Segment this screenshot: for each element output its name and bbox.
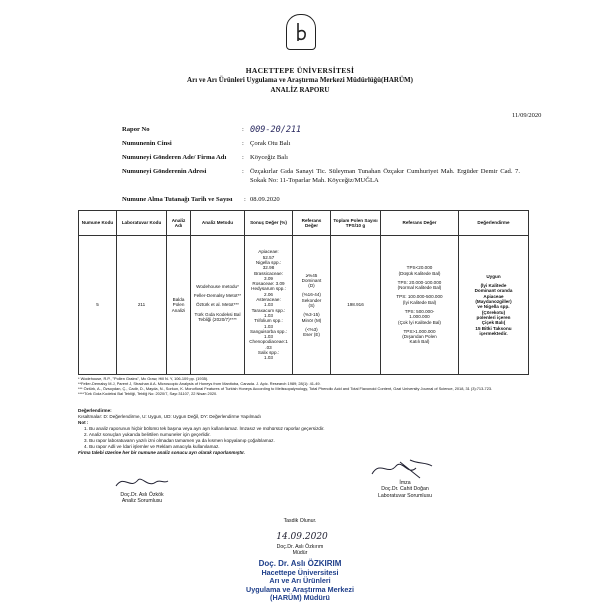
- result-line: Asteraceae:: [256, 297, 281, 303]
- director-block: [250, 544, 350, 557]
- evaluation-title: Değerlendirme:: [78, 408, 112, 413]
- stamp-line: Uygulama ve Araştırma Merkezi: [246, 584, 354, 594]
- reference-line: (%16-44): [302, 292, 321, 298]
- stamp-line: Doç. Dr. Aslı ÖZKIRIM: [258, 559, 342, 568]
- stamp-line: (HARÜM) Müdürü: [270, 593, 330, 602]
- reference-line: TPS: 20.000-100.000: [397, 279, 442, 285]
- result-line: Sanguisorba spp.:: [249, 328, 288, 334]
- table-row: [79, 236, 529, 375]
- result-line: Brassicaceae:: [254, 270, 283, 276]
- signatory-role: Laboratuvar Sorumlusu: [378, 492, 432, 499]
- center-name: Arı ve Arı Ürünleri Uygulama ve Araştırma Merkezi Müdürlüğü(HARÜM): [187, 76, 413, 84]
- meta-label: Rapor No: [122, 126, 150, 133]
- result-line: 1.03: [264, 323, 273, 329]
- imza-label: İmza: [399, 480, 411, 486]
- table-header: Değerlendirme: [459, 211, 529, 236]
- result-line: 1.03: [264, 334, 273, 340]
- result-line: Hedysarum spp.:: [251, 286, 286, 292]
- note-item: 4. Bu rapor Adli ve İdari işlemler ve Reklam amacıyla kullanılamaz.: [84, 444, 220, 449]
- reference-line: (Çok İyi Kalitede Bal): [398, 319, 441, 325]
- reference-line: (%3-15): [303, 312, 320, 318]
- table-header: Sonuç Değer (%): [245, 211, 293, 236]
- meta-label: Numune Alma Tutanağı Tarih ve Sayısı: [122, 196, 233, 203]
- meta-sample-type: Numunenin Cinsi : Çorak Otu Balı: [122, 140, 520, 149]
- reference-line: (İyi Kalitede Bal): [402, 299, 437, 305]
- cell-evaluation: [459, 236, 529, 375]
- result-line: 32.98: [262, 265, 275, 271]
- result-line: 3.09: [264, 275, 273, 281]
- meta-value: Özçakırlar Gıda Sanayi Tic. Süleyman Tunahan Özçakır Cumhuriyet Mah. Ergüder Demir Cad. 7. Sokak No: 11-Toparlar Mah. Köyceğiz/MUĞLA: [250, 168, 520, 184]
- results-table: [78, 210, 529, 375]
- analysis-line: Polen: [172, 302, 185, 308]
- table-header: Analiz Metodu: [191, 211, 245, 236]
- evaluation-line: (İyi Kalitede: [480, 283, 507, 289]
- reference-line: (D): [308, 283, 315, 289]
- signatory-role: Analiz Sorumlusu: [121, 498, 163, 505]
- result-line: 52.57: [262, 254, 275, 260]
- result-line: Trifolium spp.:: [254, 318, 283, 324]
- cell-result: [245, 236, 293, 375]
- evaluation-line: ve Nigella spp.: [477, 304, 510, 310]
- analysis-line: Balda: [172, 297, 185, 303]
- report-title: ANALİZ RAPORU: [270, 86, 330, 94]
- cell-method: [191, 236, 245, 375]
- firm-note: Firma talebi üzerine her bir numune analiz sonucu ayrı olarak raporlanmıştır.: [78, 450, 245, 455]
- note-item: 2. Analiz sonuçları yukarıda belirtilen numuneler için geçerlidir.: [84, 432, 211, 437]
- reference-line: (Normal Kalitede Bal): [397, 285, 442, 291]
- cell-reference-2: [381, 236, 459, 375]
- result-line: Nigella spp.:: [255, 259, 282, 265]
- evaluation-line: Apiaceae: [483, 293, 504, 299]
- reference-line: (Dışarıdan Polen: [402, 334, 437, 340]
- note-item: 1. Bu analiz raporunun hiçbir bölümü tek başına veya ayrı ayrı kullanılamaz. İmzasız ve mühürsüz raporlar geçersizdir.: [84, 426, 325, 431]
- meta-sender-address: Numuneyi Gönderenin Adresi : Özçakırlar Gıda Sanayi Tic. Süleyman Tunahan Özçakır Cumhuriyet Mah. Ergüder Demir Cad. 7. Sokak No: 11-Toparlar Mah. Köyceğiz/MUĞLA: [122, 168, 520, 184]
- reference-line: Dominant: [301, 277, 322, 283]
- reference-line: (S): [308, 303, 315, 308]
- method-line: Türk Gıda Kodeksi Bal Tebliği (2020/7)****: [194, 311, 241, 322]
- abbreviations: Kısaltmalar: D: Değerlendirme, U: Uygun, UD: Uygun Değil, DY: Değerlendirme Yapılmadı: [78, 414, 261, 419]
- university-logo: [286, 14, 316, 50]
- stamp-line: Arı ve Arı Ürünleri: [269, 576, 331, 585]
- official-stamp: [225, 560, 375, 603]
- meta-value: Köyceğiz Balı: [250, 154, 288, 161]
- evaluation-line: (Çörekotu): [481, 309, 506, 315]
- left-signature-mark: [112, 472, 172, 492]
- footnote: **Feller-Demalsy M.J, Parent J, Strachan A A. Microscopic Analysis of Honeys from Manitoba, Canada. J. Apic. Research 1989; 28(1): 41-49.: [78, 381, 321, 386]
- table-header: Numune Kodu: [79, 211, 117, 236]
- result-line: Chenopodiaceae:1: [249, 339, 288, 345]
- reference-line: Katılı Bal): [409, 339, 430, 345]
- university-name: HACETTEPE ÜNİVERSİTESİ: [245, 66, 355, 75]
- footnotes: [78, 376, 528, 396]
- footnote: ****Türk Gıda Kodeksi Bal Tebliği, Tebliğ No: 2020/7, Sayı:31107, 22 Nisan 2020.: [78, 391, 218, 396]
- reference-line: TPS>1.000.000: [403, 328, 436, 334]
- reference-line: (<%3): [305, 326, 318, 332]
- result-line: 2.06: [264, 291, 273, 297]
- analysis-line: Analizi: [171, 307, 186, 313]
- signatory-name: Doç.Dr. Aslı Özkök: [120, 492, 164, 498]
- left-signature-block: [92, 492, 192, 505]
- approval-date: 14.09.2020: [276, 532, 328, 542]
- method-line: Feller-Demalsy Metot**: [193, 293, 242, 299]
- evaluation-line: Uygun: [486, 273, 501, 279]
- footnote: * Wodehouse, R.P., "Pollen Grains", Mc Graw, Hill N. Y, 106-109 pp. (1935).: [78, 376, 209, 381]
- reference-line: (Düşük Kalitede Bal): [398, 270, 441, 276]
- result-line: 1.03: [264, 312, 273, 318]
- cell-sample-code: 5: [79, 236, 117, 375]
- reference-line: TPS<20.000: [406, 265, 433, 271]
- meta-sampling-date: Numune Alma Tutanağı Tarih ve Sayısı : 08.09.2020: [122, 196, 520, 205]
- evaluation-line: polenleri içeren: [476, 314, 511, 320]
- stamp-line: Hacettepe Üniversitesi: [261, 567, 339, 577]
- cell-reference-1: [293, 236, 331, 375]
- signatory-name: Doç.Dr. Cahit Doğan: [381, 486, 429, 493]
- result-line: Salix spp.:: [257, 350, 280, 356]
- notes-section: [78, 408, 528, 456]
- meta-value: Çorak Otu Balı: [250, 140, 291, 147]
- report-date: 11/09/2020: [512, 112, 542, 119]
- meta-label: Numuneyi Gönderen Ade/ Firma Adı: [122, 154, 227, 161]
- cell-total-pollen: 198.916: [331, 236, 381, 375]
- result-line: Apiaceae:: [258, 249, 279, 255]
- table-header: Laboratuvar Kodu: [117, 211, 167, 236]
- director-role: Müdür: [292, 550, 308, 557]
- table-header: Referans Değer: [381, 211, 459, 236]
- right-signature-mark: [366, 456, 436, 482]
- evaluation-line: Çiçek Balı(: [481, 320, 506, 326]
- table-header: Analiz Adı: [167, 211, 191, 236]
- note-item: 3. Bu rapor laboratuvarın yazılı izni olmadan tamamen ya da kısmen kopyalanıp çoğaltılamaz.: [84, 438, 275, 443]
- meta-label: Numunenin Cinsi: [122, 140, 172, 147]
- method-line: Wodehouse metodu*: [196, 283, 239, 289]
- method-line: Öztürk et al. Metot***: [196, 302, 239, 308]
- evaluation-line: 15 Bitki Taksonu: [475, 325, 512, 331]
- result-line: Taraxacum spp.:: [251, 307, 286, 313]
- meta-value: 009-20/211: [250, 125, 302, 135]
- right-signature-block: [350, 480, 460, 499]
- reference-line: TPS: 500.000-: [404, 309, 435, 314]
- table-header: Referans Değer: [293, 211, 331, 236]
- approval-text: Tasdik Olunur.: [283, 518, 317, 524]
- reference-line: Minör (M): [301, 317, 322, 323]
- table-header: Toplam Polen Sayısı TPS/10 g: [331, 211, 381, 236]
- evaluation-line: (Maydanozgiller): [475, 299, 512, 305]
- reference-line: Eser (E): [303, 332, 320, 338]
- meta-value: 08.09.2020: [250, 196, 280, 203]
- table-header-row: [79, 211, 529, 236]
- meta-sender-name: Numuneyi Gönderen Ade/ Firma Adı : Köyceğiz Balı: [122, 154, 520, 163]
- meta-report-no: Rapor No : 009-20/211: [122, 126, 520, 135]
- meta-label: Numuneyi Gönderenin Adresi: [122, 168, 207, 175]
- evaluation-line: içermektedir.: [479, 330, 508, 336]
- note-title: Not :: [78, 420, 89, 425]
- reference-line: ≥%45: [305, 272, 318, 278]
- reference-line: 1.000.000: [409, 314, 430, 320]
- result-line: Rosaceae: 3.09: [252, 281, 285, 287]
- result-line: 1.03: [264, 355, 273, 361]
- result-line: 1.03: [264, 302, 273, 308]
- cell-analysis-name: [167, 236, 191, 375]
- director-name: Doç.Dr. Aslı Özkırım: [276, 544, 324, 550]
- cell-lab-code: 211: [117, 236, 167, 375]
- evaluation-line: Dominant oranda: [474, 288, 513, 294]
- result-line: .03: [265, 344, 272, 350]
- footnote: *** Öztürk, A., Özsoydan, Ç., Cadir, D., Mayda, N., Sorkun, K. Monofloral Features of Turkish Honeys According to Melissopalynology, Total Phenolic Acid and Total Flavonoid Content, Gazi University Journal of Science, 2018, 31 (3):713-723.: [78, 386, 493, 391]
- reference-line: Sekonder: [301, 297, 322, 303]
- reference-line: TPS: 100.000-500.000: [396, 294, 443, 300]
